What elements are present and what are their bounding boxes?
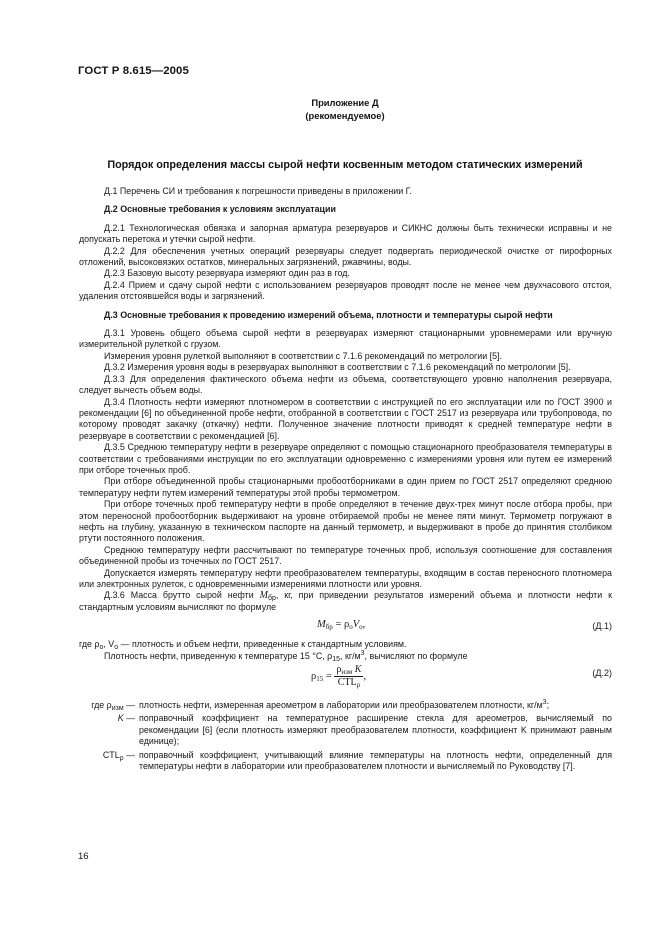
formula-d1 [79, 617, 612, 639]
formula-d2-den-ctl: CTL [337, 677, 357, 689]
appendix-subtitle: (рекомендуемое) [305, 110, 385, 121]
where-d1-end: — плотность и объем нефти, приведенные к стандартным условиям. [118, 639, 407, 650]
page-number: 16 [78, 851, 89, 862]
formula-d2-denominator [334, 677, 363, 689]
formula-d1-comma: , [362, 619, 366, 631]
formula-d2-num-sub: изм [341, 668, 353, 677]
definition-term [79, 700, 135, 711]
definition-k [79, 713, 612, 747]
definition-dash: — [126, 749, 135, 760]
formula-d2-comma: , [363, 670, 367, 682]
definition-rho-izm [79, 700, 612, 711]
para-d2-3: Д.2.3 Базовую высоту резервуара измеряют один раз в год. [104, 268, 350, 279]
definition-term-sub: ρ [119, 754, 124, 762]
mass-symbol: M [259, 590, 268, 602]
para-d3-2: Д.3.2 Измерения уровня воды в резервуарах выполняют в соответствии с 7.1.6 рекомендаций по метрологии [5]. [104, 362, 571, 373]
heading-d2: Д.2 Основные требования к условиям эксплуатации [104, 204, 336, 215]
where-d1 [79, 639, 612, 650]
heading-d3: Д.3 Основные требования к проведению измерений объема, плотности и температуры сырой нефти [104, 309, 553, 320]
para-d3-5-c: При отборе точечных проб температуру нефти в пробе определяют в течение двух-трех минут после отбора пробы, при этом переносной пробоотборник выдерживают на уровне отбираемой пробы не менее пяти минут. Термометр погружают в нефть на глубину, указанную в техническом паспорте на данный термометр, и выдерживают в пробе до принятия столбиком ртути постоянного положения. [79, 499, 612, 544]
density-sub: 15 [332, 655, 341, 663]
where-d1-volume-sub: o [114, 644, 119, 652]
para-d3-5-d: Среднюю температуру нефти рассчитывают по температуре точечных проб, используя соотношение для составления объединенной пробы из точечных по ГОСТ 2517. [79, 544, 612, 567]
formula-d2-rho-sub: 15 [316, 674, 324, 683]
para-d3-5: Д.3.5 Среднюю температуру нефти в резервуаре определяют с помощью стационарного преобразователя температуры в соответствии с требованиями инструкции по его эксплуатации одновременно с измерениями уровня или путем ее измерений при отборе точечных проб. [79, 442, 612, 475]
density-line-c: , вычисляют по формуле [364, 650, 468, 661]
para-d3-4: Д.3.4 Плотность нефти измеряют плотномером в соответствии с инструкцией по его эксплуатации или по ГОСТ 3900 и рекомендации [6] по объединенной пробе нефти, отобранной в соответствии с ГОСТ 2517 из резервуара или трубопровода, по которому проводят закачку (откачку) нефти. Полученное значение плотности приводят к средней температуре нефти в резервуаре в соответствии с рекомендацией [6]. [79, 396, 612, 441]
para-d3-5-b: При отборе объединенной пробы стационарными пробоотборниками в один прием по ГОСТ 2517 определяют среднюю температуру нефти путем измерений температуры этой пробы термометром. [79, 476, 612, 498]
formula-d2 [79, 664, 612, 694]
definitions-list [79, 700, 612, 772]
mass-subscript: бр [267, 595, 276, 603]
definition-term [79, 750, 135, 761]
document-header: ГОСТ Р 8.615—2005 [78, 65, 189, 77]
definition-desc-sup: 3 [542, 699, 547, 707]
definition-term-text: где ρ [91, 700, 112, 711]
where-d1-rho-sub: o [99, 644, 104, 652]
formula-d1-equals-rho: = ρ [332, 619, 350, 631]
para-d3-6 [79, 590, 612, 613]
formula-d2-num-k: K [354, 664, 362, 676]
formula-d2-numerator [334, 664, 363, 677]
definition-ctl [79, 750, 612, 773]
formula-d2-num-rho: ρ [336, 664, 342, 676]
definition-desc: поправочный коэффициент, учитывающий влияние температуры на плотность нефти, определенный для температуры нефти в лаборатории или преобразователем плотности и вычисляемый по Руководству [7]. [139, 749, 612, 772]
definition-desc [139, 700, 612, 711]
density-line [79, 651, 612, 662]
where-d1-start: где ρ [79, 639, 100, 650]
formula-d2-fraction [334, 664, 363, 689]
para-d1: Д.1 Перечень СИ и требования к погрешности приведены в приложении Г. [104, 186, 412, 196]
formula-d2-rho: ρ [311, 670, 317, 682]
formula-d1-expression [317, 619, 365, 630]
para-d3-1-b: Измерения уровня рулеткой выполняют в соответствии с 7.1.6 рекомендаций по метрологии [5]. [104, 350, 502, 361]
definition-desc-end: ; [546, 700, 550, 711]
para-d3-3: Д.3.3 Для определения фактического объема нефти из объема, соответствующего уровню наполнения резервуара, следует вычесть объем воды. [79, 373, 612, 396]
density-sup: 3 [360, 649, 365, 657]
formula-d1-mass: M [317, 619, 326, 631]
para-d2-2: Д.2.2 Для обеспечения учетных операций резервуары следует подвергать периодической очистке от пирофорных отложений, высоковязких остатков, минеральных загрязнений, ржавчины, воды. [79, 245, 612, 268]
definition-dash: — [126, 700, 135, 711]
definition-term [79, 713, 135, 724]
definition-desc-text: плотность нефти, измеренная ареометром в лаборатории или преобразователем плотности, кг/м [139, 700, 543, 711]
formula-d1-volume-sub: o [359, 623, 363, 632]
section-title: Порядок определения массы сырой нефти косвенным методом статических измерений [107, 159, 583, 171]
formula-d1-volume: V [352, 619, 360, 631]
formula-d1-rho-sub: o [349, 623, 353, 632]
definition-term-text: K [117, 713, 124, 724]
definition-desc: поправочный коэффициент на температурное расширение стекла для ареометров, вычисляемый по рекомендации [6] (если плотность измеряют преобразователем плотности, коэффициент K принимают равным единице); [139, 713, 612, 747]
formula-d1-mass-sub: бр [325, 623, 333, 632]
para-d2-4: Д.2.4 Прием и сдачу сырой нефти с использованием резервуаров проводят после не менее чем двухчасового отстоя, удаления отстоявшейся воды и загрязнений. [79, 279, 612, 302]
para-d3-6-end: , кг, при приведении результатов измерений объема и плотности нефти к стандартным условиям вычисляют по формуле [79, 590, 612, 612]
density-line-a: Плотность нефти, приведенную к температуре 15 °С, ρ [104, 650, 333, 661]
formula-d2-number: (Д.2) [592, 668, 612, 679]
formula-d2-expression [311, 664, 366, 689]
definition-term-text: CTL [102, 749, 120, 760]
para-d2-1: Д.2.1 Технологическая обвязка и запорная арматура резервуаров и СИКНС должны быть технически исправны и не допускать перетока и утечки сырой нефти. [79, 222, 612, 245]
definition-term-sub: изм [111, 705, 124, 713]
formula-d2-den-sub: ρ [356, 681, 361, 690]
appendix-title: Приложение Д [311, 97, 379, 108]
density-line-b: , кг/м [340, 650, 361, 661]
where-d1-mid: , V [103, 639, 115, 650]
formula-d1-number: (Д.1) [592, 621, 612, 632]
para-d3-6-start: Д.3.6 Масса брутто сырой нефти [104, 590, 260, 601]
para-d3-1: Д.3.1 Уровень общего объема сырой нефти в резервуарах измеряют стационарными уровнемерами или вручную измерительной рулеткой с грузом. [79, 328, 612, 350]
document-body [79, 186, 612, 774]
formula-d2-equals: = [323, 670, 335, 682]
definition-dash: — [126, 713, 135, 724]
para-d3-5-e: Допускается измерять температуру нефти преобразователем температуры, входящим в состав переносного плотномера или электронных рулеток, с одновременными измерениями плотности или уровня. [79, 567, 612, 589]
